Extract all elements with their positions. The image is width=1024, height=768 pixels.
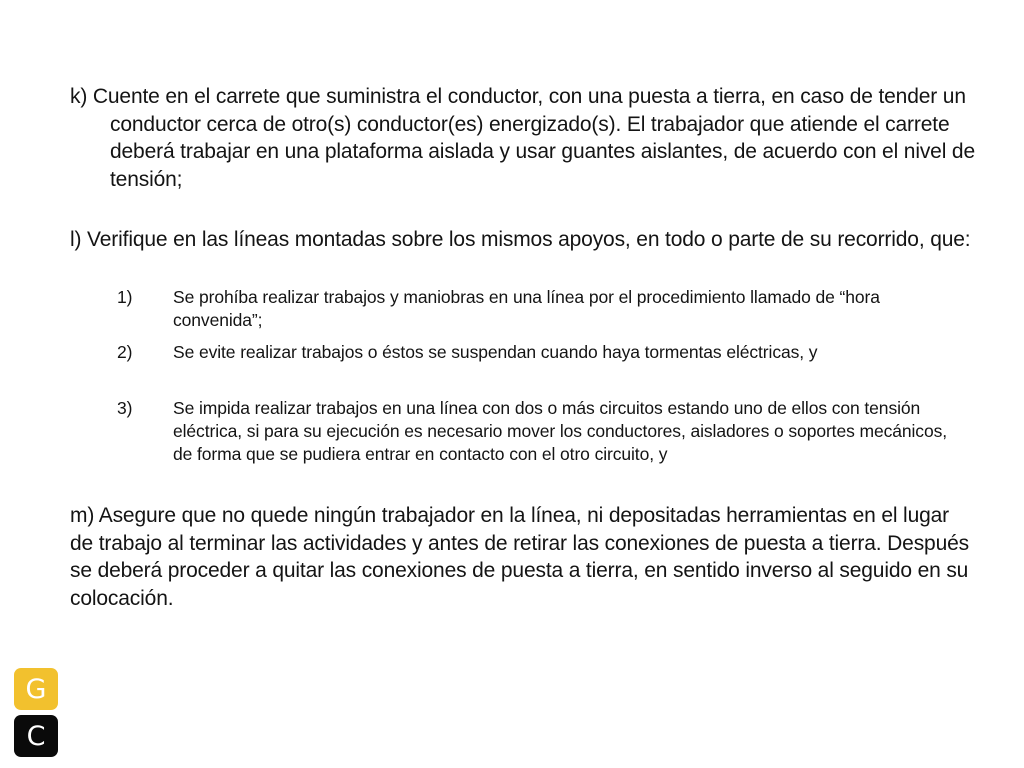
list-item-number: 2) <box>117 342 133 362</box>
list-item-number: 3) <box>117 398 133 418</box>
list-item-number: 1) <box>117 287 133 307</box>
list-item <box>117 286 967 332</box>
paragraph-k: k) Cuente en el carrete que suministra el conductor, con una puesta a tierra, en caso de tender un conductor cerca de otro(s) conductor(es) energizado(s). El trabajador que atiende el carrete deberá trabajar en una plataforma aislada y usar guantes aislantes, de acuerdo con el nivel de tensión; <box>70 85 975 191</box>
list-item <box>117 341 967 364</box>
list-item-text: Se evite realizar trabajos o éstos se suspendan cuando haya tormentas eléctricas, y <box>173 342 818 362</box>
paragraph-m: m) Asegure que no quede ningún trabajador en la línea, ni depositadas herramientas en el lugar de trabajo al terminar las actividades y antes de retirar las conexiones de puesta a tierra. Después se deberá proceder a quitar las conexiones de puesta a tierra, en sentido inverso al seguido en su colocación. <box>70 504 969 610</box>
c-logo-label: C <box>26 720 46 752</box>
list-item-text: Se prohíba realizar trabajos y maniobras en una línea por el procedimiento llamado de “hora convenida”; <box>173 287 880 330</box>
list-item <box>117 397 967 466</box>
c-logo-icon <box>14 715 58 757</box>
paragraph-l: l) Verifique en las líneas montadas sobre los mismos apoyos, en todo o parte de su recorrido, que: <box>70 228 971 251</box>
g-logo-label: G <box>25 673 47 705</box>
list-item-text: Se impida realizar trabajos en una línea con dos o más circuitos estando uno de ellos con tensión eléctrica, si para su ejecución es necesario mover los conductores, aisladores o soportes mecánicos, de forma que se pudiera entrar en contacto con el otro circuito, y <box>173 398 947 464</box>
g-logo-icon <box>14 668 58 710</box>
